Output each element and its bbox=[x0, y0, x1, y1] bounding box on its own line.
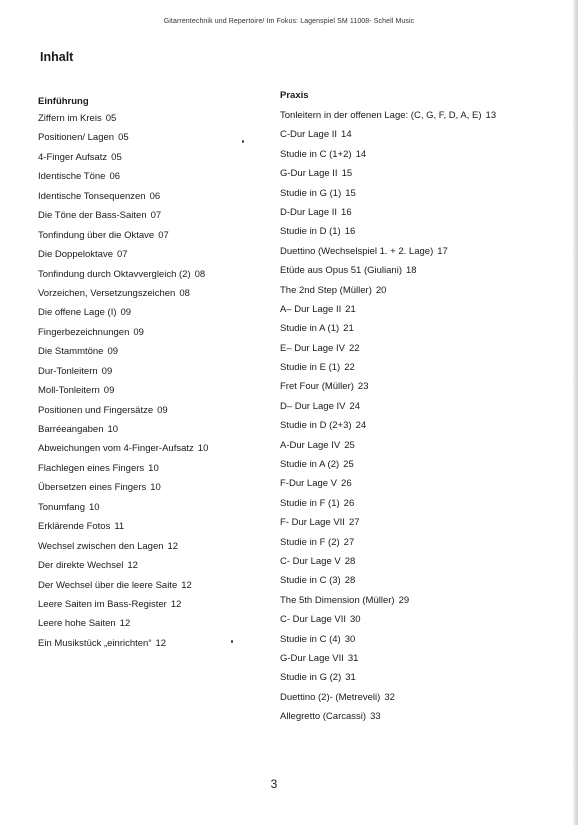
toc-entry bbox=[280, 614, 570, 633]
toc-entry bbox=[280, 440, 570, 459]
toc-entry-title: Studie in E (1) bbox=[280, 362, 341, 374]
toc-entry bbox=[38, 230, 278, 249]
toc-entry-title: Der Wechsel über die leere Saite bbox=[38, 579, 178, 591]
toc-entry-title: Die Doppeloktave bbox=[38, 249, 113, 261]
toc-entry-page: 09 bbox=[107, 346, 119, 358]
toc-entry bbox=[38, 210, 278, 229]
toc-entry bbox=[280, 537, 570, 556]
toc-entry-title: C- Dur Lage V bbox=[280, 555, 341, 567]
toc-entry bbox=[280, 323, 570, 342]
toc-entry-page: 26 bbox=[343, 497, 355, 509]
toc-entry-page: 22 bbox=[348, 342, 360, 354]
toc-entry-title: Positionen und Fingersätze bbox=[38, 404, 154, 416]
toc-entry bbox=[280, 420, 570, 439]
toc-entry-page: 27 bbox=[343, 536, 355, 548]
toc-entry-page: 17 bbox=[437, 245, 448, 257]
toc-entry bbox=[38, 405, 278, 424]
toc-entry-title: Ein Musikstück „einrichten“ bbox=[38, 637, 152, 649]
toc-entry-page: 06 bbox=[109, 171, 121, 183]
toc-entry-title: Ziffern im Kreis bbox=[38, 113, 102, 124]
toc-entry bbox=[38, 580, 278, 599]
toc-entry-title: Barréeangaben bbox=[38, 424, 104, 435]
toc-entry-page: 25 bbox=[343, 459, 354, 471]
toc-entry-page: 09 bbox=[103, 385, 115, 397]
toc-entry-title: Fret Four (Müller) bbox=[280, 381, 354, 393]
toc-entry bbox=[38, 249, 278, 268]
toc-entry-page: 09 bbox=[120, 307, 132, 319]
toc-entry-title: Moll-Tonleitern bbox=[38, 385, 100, 397]
toc-entry-title: F- Dur Lage VII bbox=[280, 517, 345, 529]
toc-entry-title: Identische Tonsequenzen bbox=[38, 190, 146, 202]
toc-entry-title: Tonfindung durch Oktavvergleich (2) bbox=[38, 268, 191, 280]
toc-entry-page: 21 bbox=[343, 323, 354, 335]
page-number: 3 bbox=[270, 777, 278, 791]
toc-entry-page: 30 bbox=[344, 633, 356, 645]
section-heading-practice: Praxis bbox=[280, 90, 309, 101]
toc-entry-title: Flachlegen eines Fingers bbox=[38, 462, 145, 474]
toc-entry-title: Leere hohe Saiten bbox=[38, 618, 116, 630]
toc-entry-page: 10 bbox=[150, 482, 161, 494]
toc-entry bbox=[280, 168, 570, 187]
toc-entry-title: G-Dur Lage II bbox=[280, 168, 338, 180]
toc-entry-title: Tonleitern in der offenen Lage: (C, G, F, D, A, E) bbox=[280, 110, 482, 121]
toc-entry-title: Die Stammtöne bbox=[38, 346, 104, 358]
toc-entry-page: 10 bbox=[107, 424, 119, 435]
toc-entry-page: 12 bbox=[127, 560, 138, 572]
toc-entry-page: 08 bbox=[179, 287, 190, 299]
toc-list-introduction bbox=[38, 113, 278, 657]
toc-entry-page: 31 bbox=[347, 652, 359, 664]
toc-entry bbox=[38, 288, 278, 307]
toc-entry-title: Allegretto (Carcassi) bbox=[280, 711, 367, 723]
toc-entry-title: D-Dur Lage II bbox=[280, 206, 338, 218]
scan-speck bbox=[231, 640, 233, 643]
toc-entry-title: Übersetzen eines Fingers bbox=[38, 482, 147, 494]
toc-entry-page: 31 bbox=[345, 672, 356, 684]
toc-entry-page: 07 bbox=[158, 229, 169, 241]
toc-entry-title: 4-Finger Aufsatz bbox=[38, 151, 108, 163]
toc-entry-title: A-Dur Lage IV bbox=[280, 439, 341, 451]
toc-entry-page: 09 bbox=[133, 326, 144, 338]
toc-entry-title: Positionen/ Lagen bbox=[38, 132, 115, 144]
toc-entry bbox=[280, 381, 570, 400]
toc-entry bbox=[38, 385, 278, 404]
toc-entry bbox=[280, 711, 570, 730]
toc-entry bbox=[280, 265, 570, 284]
toc-entry-page: 05 bbox=[111, 151, 122, 163]
toc-entry bbox=[38, 307, 278, 326]
toc-entry-title: Studie in D (1) bbox=[280, 226, 341, 238]
toc-list-practice bbox=[280, 110, 570, 731]
toc-entry-page: 09 bbox=[157, 404, 168, 416]
toc-entry-page: 27 bbox=[348, 517, 360, 529]
toc-entry-page: 10 bbox=[197, 443, 209, 455]
toc-entry-title: Identische Töne bbox=[38, 171, 106, 183]
toc-entry-page: 25 bbox=[344, 439, 355, 451]
toc-entry-page: 07 bbox=[117, 249, 128, 261]
toc-entry bbox=[280, 304, 570, 323]
toc-entry bbox=[280, 362, 570, 381]
toc-entry bbox=[280, 226, 570, 245]
toc-entry bbox=[38, 599, 278, 618]
toc-entry-page: 10 bbox=[148, 462, 159, 474]
toc-entry-page: 32 bbox=[384, 691, 395, 703]
toc-entry bbox=[38, 152, 278, 171]
toc-entry bbox=[280, 672, 570, 691]
toc-entry bbox=[280, 556, 570, 575]
toc-entry-title: Duettino (2)- (Metreveli) bbox=[280, 691, 381, 703]
toc-entry bbox=[280, 517, 570, 536]
toc-entry bbox=[38, 366, 278, 385]
toc-entry bbox=[280, 401, 570, 420]
toc-entry-title: Vorzeichen, Versetzungszeichen bbox=[38, 287, 176, 299]
toc-entry-page: 05 bbox=[118, 132, 129, 144]
toc-entry bbox=[280, 149, 570, 168]
toc-entry-title: Abweichungen vom 4-Finger-Aufsatz bbox=[38, 443, 194, 455]
toc-entry-page: 09 bbox=[101, 365, 113, 377]
toc-entry bbox=[38, 482, 278, 501]
toc-entry-title: Duettino (Wechselspiel 1. + 2. Lage) bbox=[280, 245, 434, 257]
toc-entry-page: 12 bbox=[170, 598, 182, 610]
section-heading-introduction: Einführung bbox=[38, 96, 89, 107]
toc-column-introduction bbox=[38, 96, 278, 657]
toc-entry-title: Studie in D (2+3) bbox=[280, 420, 352, 432]
toc-entry-page: 26 bbox=[341, 478, 352, 490]
toc-entry-title: Fingerbezeichnungen bbox=[38, 326, 130, 338]
toc-entry-page: 11 bbox=[114, 521, 125, 533]
toc-entry-page: 29 bbox=[398, 594, 410, 606]
toc-entry-page: 12 bbox=[181, 579, 192, 591]
toc-entry-page: 16 bbox=[344, 226, 356, 238]
toc-entry bbox=[38, 638, 278, 657]
toc-entry-title: C- Dur Lage VII bbox=[280, 614, 346, 626]
toc-entry-title: Studie in F (2) bbox=[280, 536, 340, 548]
toc-entry bbox=[38, 560, 278, 579]
toc-entry bbox=[280, 634, 570, 653]
toc-entry-title: F-Dur Lage V bbox=[280, 478, 338, 490]
toc-entry-title: A– Dur Lage II bbox=[280, 303, 342, 315]
toc-entry bbox=[280, 343, 570, 362]
toc-entry bbox=[38, 327, 278, 346]
toc-entry bbox=[38, 424, 278, 443]
toc-entry-title: Studie in G (2) bbox=[280, 672, 342, 684]
toc-entry-title: Leere Saiten im Bass-Register bbox=[38, 598, 167, 610]
toc-entry bbox=[38, 618, 278, 637]
toc-entry bbox=[280, 207, 570, 226]
toc-entry-page: 15 bbox=[341, 168, 353, 180]
toc-entry-page: 12 bbox=[119, 618, 131, 630]
toc-entry-title: Studie in C (3) bbox=[280, 575, 341, 587]
toc-entry bbox=[280, 595, 570, 614]
toc-entry-page: 14 bbox=[341, 129, 352, 141]
toc-entry bbox=[280, 285, 570, 304]
toc-entry bbox=[38, 463, 278, 482]
toc-column-practice bbox=[280, 90, 570, 731]
toc-entry-page: 15 bbox=[345, 187, 356, 199]
toc-entry-title: Studie in C (1+2) bbox=[280, 148, 352, 160]
toc-entry bbox=[280, 246, 570, 265]
toc-entry-title: Tonumfang bbox=[38, 501, 86, 513]
toc-entry bbox=[280, 129, 570, 148]
toc-entry-page: 33 bbox=[370, 711, 381, 723]
toc-entry-page: 20 bbox=[375, 284, 387, 296]
toc-entry-page: 22 bbox=[344, 362, 355, 374]
toc-entry-page: 08 bbox=[194, 268, 206, 280]
toc-entry-page: 16 bbox=[341, 206, 352, 218]
toc-entry-page: 24 bbox=[355, 420, 367, 432]
running-header: Gitarrentechnik und Repertoire/ Im Fokus: Lagenspiel SM 11008- Schell Music bbox=[163, 18, 415, 25]
toc-entry-title: Studie in A (1) bbox=[280, 323, 340, 335]
toc-entry-title: Die Töne der Bass-Saiten bbox=[38, 210, 147, 222]
toc-entry bbox=[38, 443, 278, 462]
toc-entry bbox=[38, 171, 278, 190]
toc-entry bbox=[280, 498, 570, 517]
toc-entry-page: 05 bbox=[105, 113, 117, 124]
toc-entry-title: Erklärende Fotos bbox=[38, 521, 111, 533]
page-title: Inhalt bbox=[40, 50, 74, 64]
toc-entry-title: The 2nd Step (Müller) bbox=[280, 284, 372, 296]
toc-entry bbox=[38, 521, 278, 540]
toc-entry-page: 10 bbox=[89, 501, 100, 513]
toc-entry-title: Die offene Lage (I) bbox=[38, 307, 117, 319]
toc-entry-title: G-Dur Lage VII bbox=[280, 652, 344, 664]
toc-entry bbox=[280, 110, 570, 129]
toc-entry-page: 06 bbox=[149, 190, 161, 202]
toc-entry-title: Studie in C (4) bbox=[280, 633, 341, 645]
toc-entry-page: 12 bbox=[155, 637, 167, 649]
toc-entry bbox=[38, 346, 278, 365]
scan-edge-shadow bbox=[573, 0, 578, 825]
toc-entry bbox=[280, 653, 570, 672]
toc-entry-title: C-Dur Lage II bbox=[280, 129, 338, 141]
toc-entry-page: 28 bbox=[344, 555, 356, 567]
toc-entry-page: 30 bbox=[350, 614, 361, 626]
toc-entry bbox=[38, 269, 278, 288]
toc-entry bbox=[280, 478, 570, 497]
toc-entry bbox=[280, 188, 570, 207]
toc-entry-page: 14 bbox=[355, 148, 367, 160]
toc-entry-title: D– Dur Lage IV bbox=[280, 400, 346, 412]
toc-entry-title: Studie in A (2) bbox=[280, 459, 340, 471]
toc-entry bbox=[38, 541, 278, 560]
toc-entry-title: Der direkte Wechsel bbox=[38, 560, 124, 572]
toc-entry bbox=[38, 113, 278, 132]
toc-entry-page: 12 bbox=[167, 540, 179, 552]
toc-entry bbox=[280, 575, 570, 594]
toc-entry-page: 23 bbox=[357, 381, 369, 393]
scan-speck bbox=[242, 140, 244, 143]
toc-entry-page: 07 bbox=[150, 210, 162, 222]
toc-entry-title: Wechsel zwischen den Lagen bbox=[38, 540, 164, 552]
toc-entry-title: Tonfindung über die Oktave bbox=[38, 229, 155, 241]
toc-entry-page: 24 bbox=[349, 400, 361, 412]
toc-entry-title: Etüde aus Opus 51 (Giuliani) bbox=[280, 265, 402, 277]
toc-entry-title: Dur-Tonleitern bbox=[38, 365, 98, 377]
toc-entry-title: E– Dur Lage IV bbox=[280, 342, 345, 354]
toc-entry bbox=[38, 502, 278, 521]
toc-entry-title: The 5th Dimension (Müller) bbox=[280, 594, 395, 606]
toc-entry-page: 21 bbox=[345, 303, 356, 315]
toc-entry-page: 13 bbox=[485, 110, 497, 121]
toc-entry-title: Studie in F (1) bbox=[280, 497, 340, 509]
toc-entry bbox=[38, 191, 278, 210]
toc-entry-page: 28 bbox=[344, 575, 356, 587]
toc-entry-title: Studie in G (1) bbox=[280, 187, 342, 199]
toc-entry bbox=[280, 459, 570, 478]
toc-entry-page: 18 bbox=[405, 265, 417, 277]
toc-entry bbox=[280, 692, 570, 711]
